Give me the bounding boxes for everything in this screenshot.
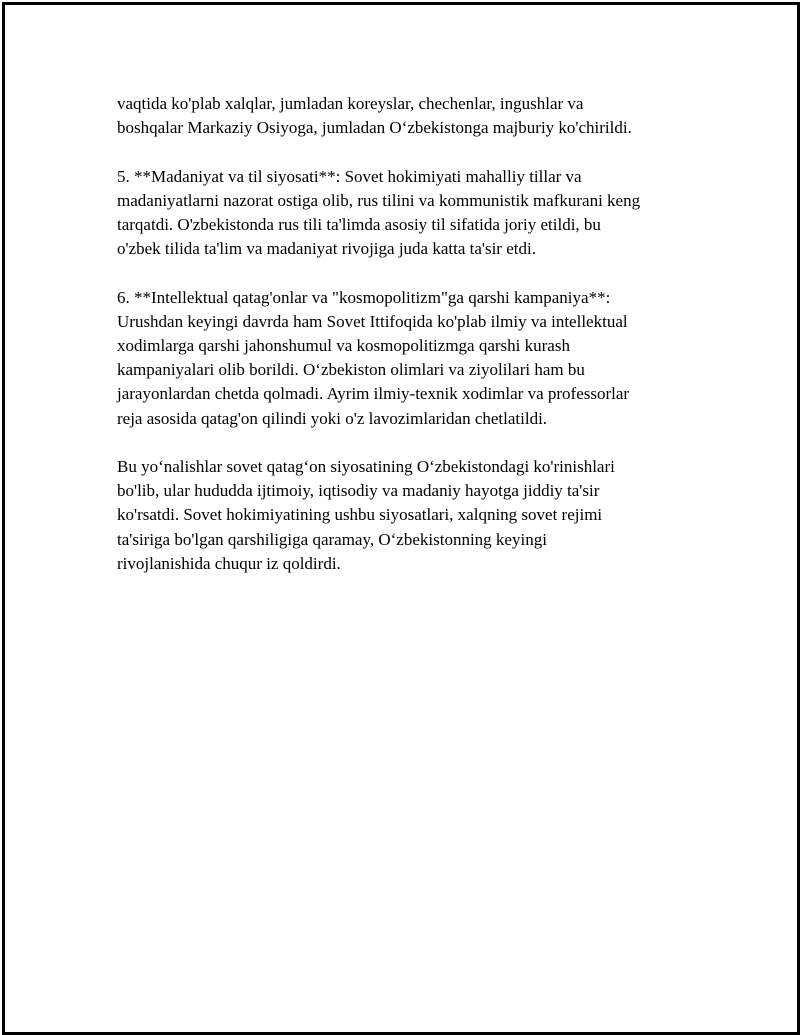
paragraph-conclusion: Bu yo‘nalishlar sovet qatag‘on siyosatining O‘zbekistondagi ko'rinishlari bo'lib, ular hududda ijtimoiy, iqtisodiy va madaniy hayotga jiddiy ta'sir ko'rsatdi. Sovet hokimiyatining ushbu siyosatlari, xalqning sovet rejimi ta'siriga bo'lgan qarshiligiga qaramay, O‘zbekistonning keyingi rivojlanishida chuqur iz qoldirdi.	[117, 457, 615, 573]
paragraph-intellectual-repressions: 6. **Intellektual qatag'onlar va "kosmopolitizm"ga qarshi kampaniya**: Urushdan keyingi davrda ham Sovet Ittifoqida ko'plab ilmiy va intellektual xodimlarga qarshi jahonshumul va kosmopolitizmga qarshi kurash kampaniyalari olib borildi. O‘zbekiston olimlari va ziyolilari ham bu jarayonlardan chetda qolmadi. Ayrim ilmiy-texnik xodimlar va professorlar reja asosida qatag'on qilindi yoki o'z lavozimlaridan chetlatildi.	[117, 287, 630, 428]
paragraph-culture-language-policy: 5. **Madaniyat va til siyosati**: Sovet hokimiyati mahalliy tillar va madaniyatlarni nazorat ostiga olib, rus tilini va kommunistik mafkurani keng tarqatdi. O'zbekistonda rus tili ta'limda asosiy til sifatida joriy etildi, bu o'zbek tilida ta'lim va madaniyat rivojiga juda katta ta'sir etdi.	[117, 166, 641, 259]
document-body	[117, 92, 697, 600]
paragraph-deportation-continuation: vaqtida ko'plab xalqlar, jumladan koreyslar, chechenlar, ingushlar va boshqalar Markaziy Osiyoga, jumladan O‘zbekistonga majburiy ko'chirildi.	[117, 94, 632, 138]
